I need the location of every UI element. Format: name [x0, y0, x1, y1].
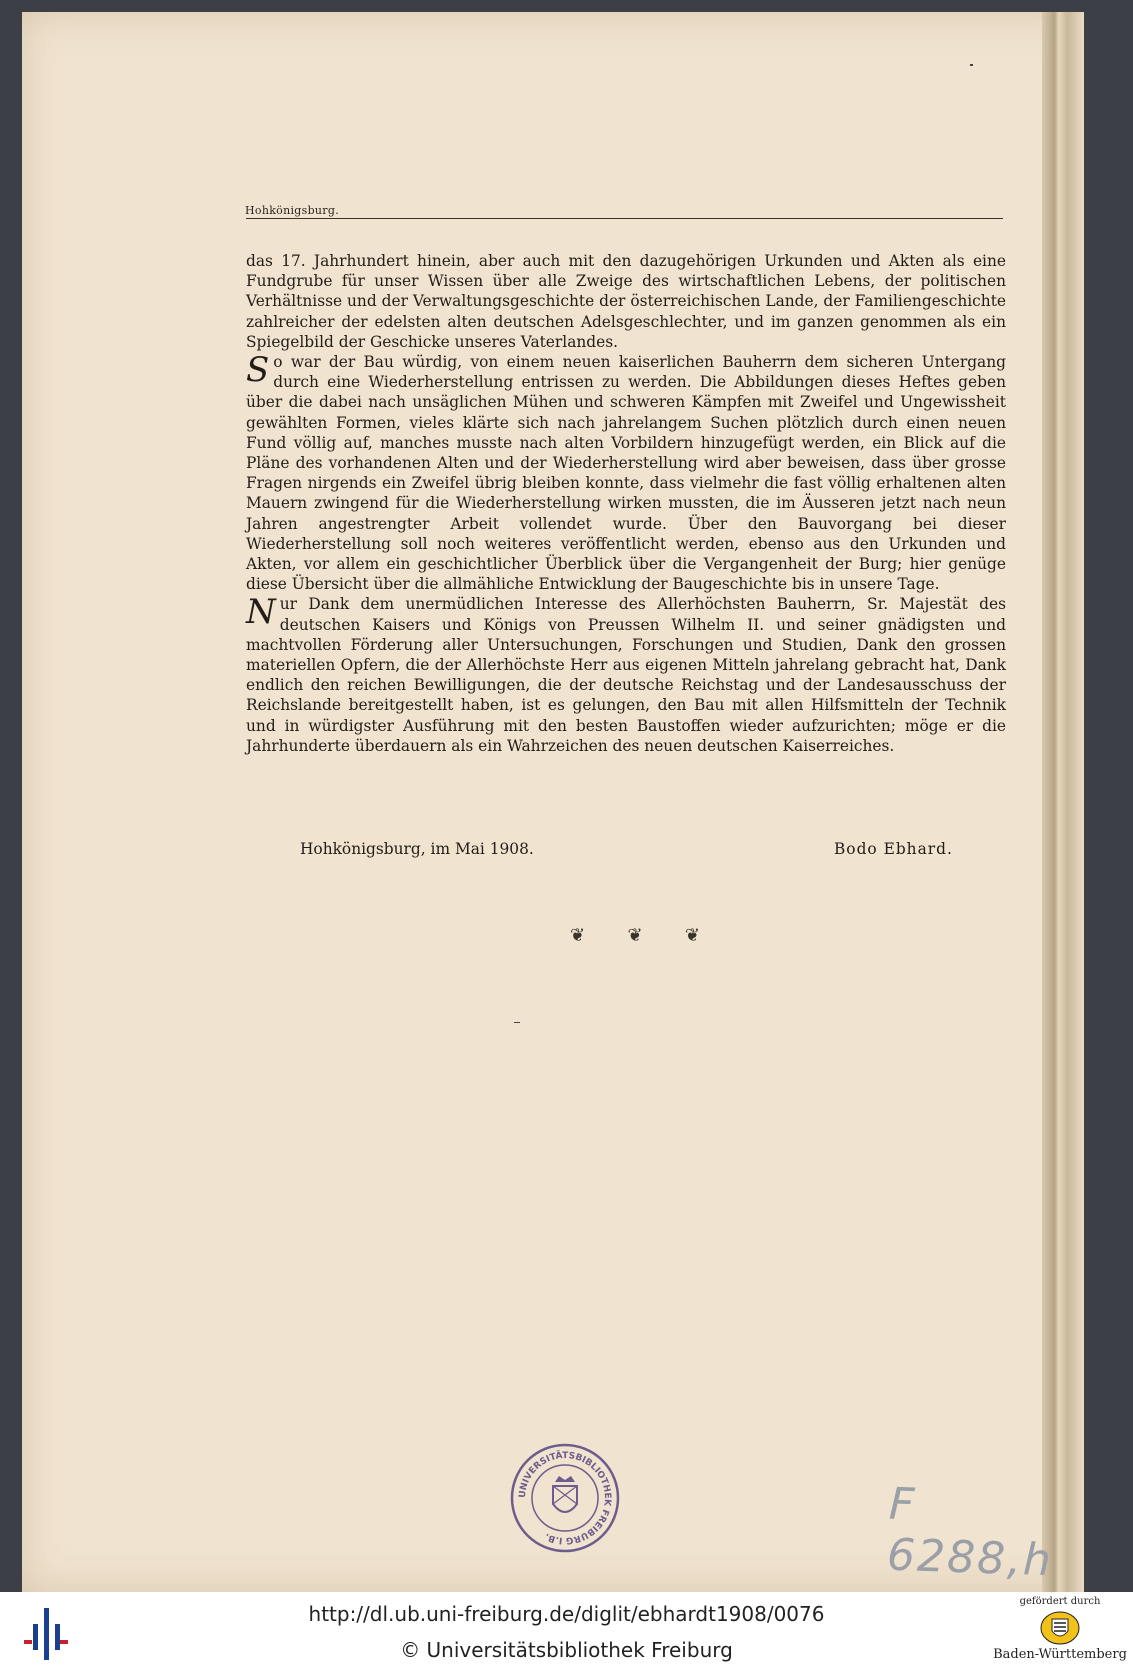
paragraph-1-text: das 17. Jahrhundert hinein, aber auch mit den dazugehörigen Urkunden und Akten als eine Fundgrube für unser Wissen über alle Zweige des wirtschaftlichen Lebens, der politischen Verhältnisse und der Verwaltungsgeschichte der österreichischen Lande, der Familiengeschichte zahlreicher der edelsten alten deutschen Adelsgeschlechter, und im ganzen genommen als ein Spiegelbild der Geschicke unseres Vaterlandes.: [246, 252, 1006, 351]
paragraph-2-text: o war der Bau würdig, von einem neuen kaiserlichen Bauherrn dem sicheren Untergang durch eine Wiederherstellung entrissen zu werden. Die Abbildungen dieses Heftes geben über die dabei nach unsäglichen Mühen und schweren Kämpfen mit Zweifel und Ungewissheit gewählten Formen, vieles klärte sich nach jahrelangem Suchen plötzlich durch einen neuen Fund völlig auf, manches musste nach alten Vorbildern hinzugefügt werden, ein Blick auf die Pläne des vorhandenen Alten und der Wiederherstellung wird aber beweisen, dass über grosse Fragen nirgends ein Zweifel übrig bleiben konnte, dass vielmehr die fast völlig erhaltenen alten Mauern zwingend für die Wiederherstellung wirken mussten, die im Äusseren jetzt nach neun Jahren angestrengter Arbeit vollendet wurde. Über den Bauvorgang bei dieser Wiederherstellung soll noch weiteres veröffentlicht werden, ebenso aus den Urkunden und Akten, vor allem ein geschichtlicher Überblick über die Vergangenheit der Burg; hier genüge diese Übersicht über die allmähliche Entwicklung der Baugeschichte bis in unsere Tage.: [246, 353, 1006, 594]
body-text: [246, 251, 1006, 756]
fleuron-icon: ❦: [570, 925, 586, 946]
paragraph-1: [246, 251, 1006, 352]
dropcap-s: S: [246, 350, 270, 391]
copyright-notice: © Universitätsbibliothek Freiburg: [400, 1638, 733, 1662]
header-rule: [246, 218, 1003, 219]
footer-bar: [0, 1592, 1133, 1674]
sponsor-label: gefördert durch: [1019, 1596, 1101, 1607]
paragraph-3-text: ur Dank dem unermüdlichen Interesse des Allerhöchsten Bauherrn, Sr. Majestät des deutschen Kaisers und Königs von Preussen Wilhelm II. und seiner gnädigsten und machtvollen Förderung aller Untersuchungen, Forschungen und Studien, Dank den grossen materiellen Opfern, die der Allerhöchste Herr aus eigenen Mitteln jahrelang gebracht hat, Dank endlich den reichen Bewilligungen, die der deutsche Reichstag und der Landesausschuss der Reichslande bereitgestellt haben, ist es gelungen, den Bau mit allen Hilfsmitteln der Technik und in würdigster Ausführung mit den besten Baustoffen wieder aufzurichten; möge er die Jahrhunderte überdauern als ein Wahrzeichen des neuen deutschen Kaiserreiches.: [246, 595, 1006, 755]
state-coat-of-arms-icon: [1040, 1611, 1080, 1645]
permalink-url[interactable]: http://dl.ub.uni-freiburg.de/diglit/ebhardt1908/0076: [308, 1602, 825, 1626]
page-edge: [1042, 12, 1084, 1592]
ornament-row: [570, 925, 700, 946]
paragraph-2: [246, 352, 1006, 594]
sponsor-name: Baden-Württemberg: [993, 1647, 1127, 1662]
ink-dash: [514, 1022, 520, 1023]
ink-speck: [970, 64, 973, 66]
library-stamp-icon: [509, 1442, 621, 1554]
paragraph-3: [246, 594, 1006, 756]
scanned-page: [22, 12, 1084, 1592]
signoff-author: Bodo Ebhard.: [834, 840, 953, 858]
stamp-text: UNIVERSITÄTSBIBLIOTHEK FREIBURG I.B.: [517, 1450, 613, 1546]
running-head: Hohkönigsburg.: [245, 204, 339, 217]
dropcap-n: N: [246, 592, 276, 633]
shelfmark: F 6288,h: [886, 1478, 1054, 1587]
fleuron-icon: ❦: [627, 925, 643, 946]
fleuron-icon: ❦: [684, 925, 700, 946]
signoff-place-date: Hohkönigsburg, im Mai 1908.: [300, 840, 534, 858]
sponsor-block: [990, 1596, 1130, 1662]
